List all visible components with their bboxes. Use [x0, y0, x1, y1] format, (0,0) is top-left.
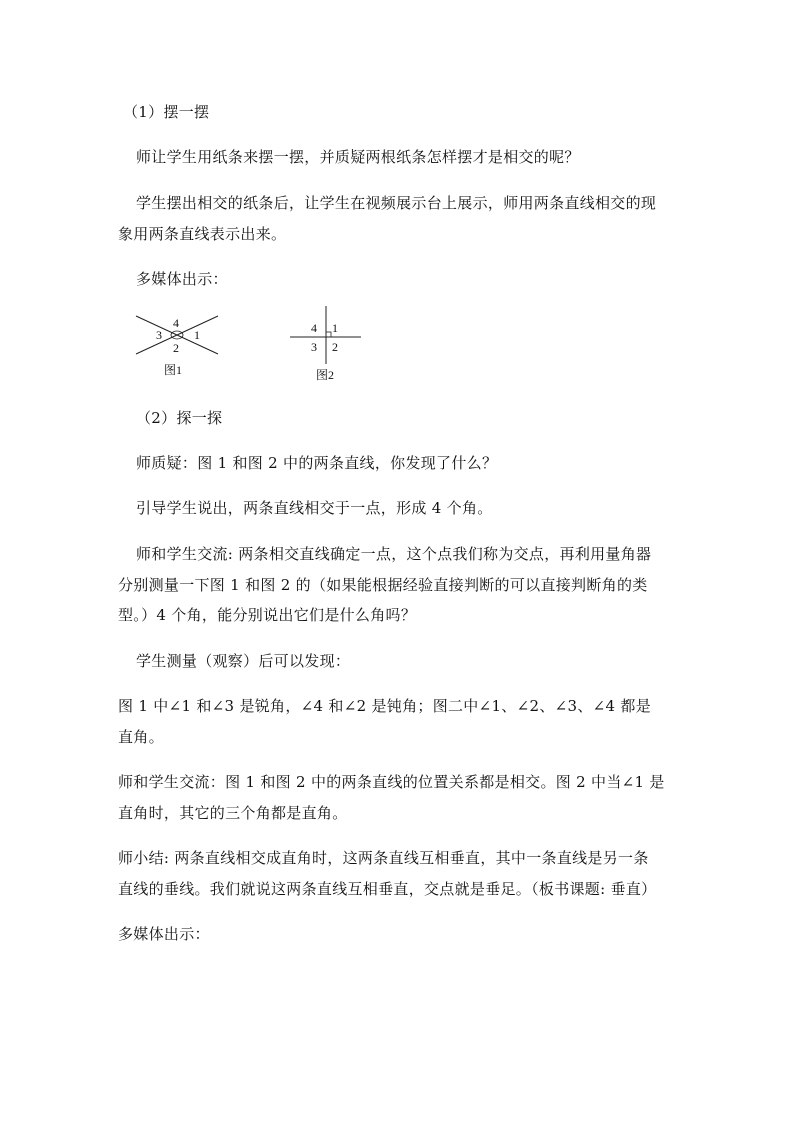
paragraph-relationship-line1: 师和学生交流：图 1 和图 2 中的两条直线的位置关系都是相交。图 2 中当∠1 是 [118, 773, 665, 791]
paragraph-relationship-line2: 直角时，其它的三个角都是直角。 [118, 804, 348, 822]
figure-2-right-angle-mark [326, 332, 331, 337]
paragraph-summary-line2: 直线的垂线。我们就说这两条直线互相垂直，交点就是垂足。（板书课题: 垂直） [118, 880, 657, 898]
figure-1-caption: 图1 [164, 363, 183, 377]
figure-2-angle-label: 1 [332, 321, 338, 335]
section-2-title: （2）探一探 [136, 409, 223, 427]
paragraph-multimedia-1: 多媒体出示： [136, 270, 228, 288]
figure-1-angle-label: 1 [194, 328, 200, 342]
paragraph-summary-line1: 师小结: 两条直线相交成直角时，这两条直线互相垂直，其中一条直线是另一条 [118, 849, 649, 867]
paragraph-exchange-line3: 型。）4 个角，能分别说出它们是什么角吗？ [118, 606, 417, 624]
figure-1-angle-label: 2 [173, 341, 179, 355]
figure-1-angle-label: 4 [173, 316, 179, 330]
figure-2-caption: 图2 [316, 368, 335, 382]
paragraph-teacher-question: 师让学生用纸条来摆一摆，并质疑两根纸条怎样摆才是相交的呢？ [136, 148, 580, 166]
figure-2-angle-label: 4 [311, 321, 317, 335]
paragraph-student-display-line1: 学生摆出相交的纸条后，让学生在视频展示台上展示，师用两条直线相交的现 [136, 194, 657, 212]
figure-2 [285, 304, 365, 386]
figure-1 [130, 308, 230, 383]
paragraph-exchange-line1: 师和学生交流: 两条相交直线确定一点，这个点我们称为交点，再利用量角器 [136, 545, 652, 563]
paragraph-findings-line2: 直角。 [118, 728, 164, 746]
paragraph-multimedia-2: 多媒体出示： [118, 925, 210, 943]
paragraph-teacher-query: 师质疑：图 1 和图 2 中的两条直线，你发现了什么？ [136, 454, 498, 472]
figure-2-svg [285, 304, 365, 386]
paragraph-findings-line1: 图 1 中∠1 和∠3 是锐角，∠4 和∠2 是钝角；图二中∠1、∠2、∠3、∠4 都是 [118, 697, 652, 715]
paragraph-measure: 学生测量（观察）后可以发现： [136, 652, 351, 670]
figure-2-angle-label: 2 [332, 340, 338, 354]
section-1-title: （1）摆一摆 [123, 103, 210, 121]
paragraph-guide-students: 引导学生说出，两条直线相交于一点，形成 4 个角。 [136, 499, 493, 517]
figure-1-svg [130, 308, 230, 383]
figure-1-angle-label: 3 [156, 328, 162, 342]
paragraph-student-display-line2: 象用两条直线表示出来。 [118, 225, 287, 243]
paragraph-exchange-line2: 分别测量一下图 1 和图 2 的（如果能根据经验直接判断的可以直接判断角的类 [118, 576, 648, 594]
figure-2-angle-label: 3 [311, 340, 317, 354]
